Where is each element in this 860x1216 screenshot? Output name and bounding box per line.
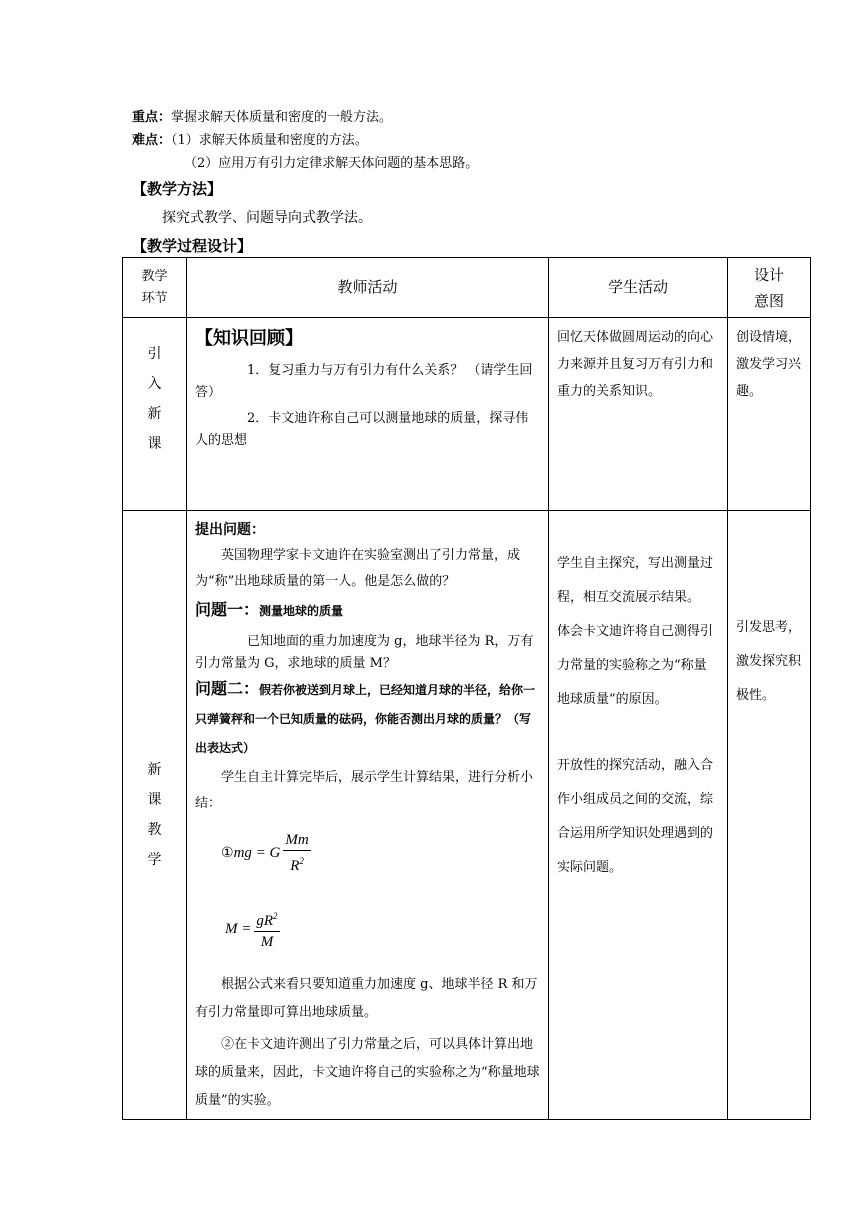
key-point-line	[132, 106, 392, 125]
key-point-label: 重点：	[132, 110, 172, 125]
process-title: 【教学过程设计】	[132, 237, 253, 255]
raise-title: 提出问题：	[195, 522, 265, 538]
methods-title: 【教学方法】	[132, 180, 223, 198]
stage-intro-char: 新	[147, 406, 162, 422]
header-teacher: 教师活动	[187, 258, 549, 318]
student-teaching-3: 开放性的探究活动，融入合作小组成员之间的交流，综合运用所学知识处理遇到的实际问题。	[557, 758, 714, 875]
formula-1-marker: ①	[221, 845, 234, 861]
table-header-row	[123, 258, 811, 318]
review-item-2: 2．卡文迪许称自己可以测量地球的质量，探寻伟人的思想	[195, 411, 529, 448]
header-design-line1: 设计	[753, 265, 784, 284]
summary-text: 学生自主计算完毕后，展示学生计算结果，进行分析小结：	[195, 770, 534, 811]
design-teaching: 引发思考，激发探究积极性。	[728, 511, 811, 1120]
header-design	[728, 258, 811, 318]
after-text-2: ②在卡文迪许测出了引力常量之后，可以具体计算出地球的质量来，因此，卡文迪许将自己的实验称之为“称量地球质量”的实验。	[195, 1037, 540, 1108]
formula-1-den-exp: 2	[299, 856, 304, 866]
methods-text: 探究式教学、问题导向式教学法。	[162, 210, 372, 226]
stage-intro-char: 引	[147, 346, 162, 362]
formula-1-lhs: mg = G	[233, 845, 281, 861]
difficulty-item-2: （2）应用万有引力定律求解天体问题的基本思路。	[184, 156, 479, 171]
difficulty-line	[132, 129, 368, 148]
formula-2-fraction	[254, 906, 279, 952]
stage-teaching-char: 课	[147, 792, 162, 808]
header-stage-line1: 教学	[141, 268, 168, 284]
key-point-text: 掌握求解天体质量和密度的一般方法。	[171, 110, 393, 125]
header-student: 学生活动	[549, 258, 728, 318]
lesson-plan-table	[122, 257, 811, 1120]
header-design-line2: 意图	[753, 291, 784, 310]
formula-1	[221, 827, 540, 879]
design-intro: 创设情境，激发学习兴趣。	[728, 318, 811, 511]
formula-1-numerator: Mm	[283, 830, 310, 851]
formula-1-fraction	[283, 830, 310, 876]
student-intro: 回忆天体做圆周运动的向心力来源并且复习万有引力和重力的关系知识。	[549, 318, 728, 511]
question-2	[195, 675, 540, 763]
teacher-intro	[187, 318, 549, 511]
formula-1-denominator	[283, 851, 310, 876]
q1-text: 已知地面的重力加速度为 g，地球半径为 R，万有引力常量为 G，求地球的质量 M？	[195, 634, 534, 671]
formula-2-num-exp: 2	[273, 911, 278, 921]
stage-teaching-char: 学	[147, 852, 162, 868]
table-row-teaching	[123, 511, 811, 1120]
stage-intro-char: 课	[147, 436, 162, 452]
raise-text: 英国物理学家卡文迪许在实验室测出了引力常量，成为“称”出地球质量的第一人。他是怎么做的？	[195, 548, 521, 589]
formula-2	[225, 903, 540, 955]
stage-teaching-char: 教	[147, 822, 162, 838]
table-row-intro	[123, 318, 811, 511]
formula-2-num-base: gR	[256, 913, 274, 929]
stage-teaching	[123, 511, 187, 1120]
student-teaching	[549, 511, 728, 1120]
formula-1-den-base: R	[290, 858, 300, 874]
after-text-1: 根据公式来看只要知道重力加速度 g、地球半径 R 和万有引力常量即可算出地球质量。	[195, 977, 538, 1020]
difficulty-item-1: （1）求解天体质量和密度的方法。	[171, 133, 368, 148]
header-stage-line2: 环节	[141, 290, 168, 306]
teacher-teaching	[187, 511, 549, 1120]
q1-label: 问题一：	[195, 600, 260, 619]
review-item-1: 1．复习重力与万有引力有什么关系？ （请学生回答）	[195, 363, 533, 400]
q2-label: 问题二：	[195, 679, 260, 698]
question-1	[195, 597, 540, 625]
student-teaching-2: 体会卡文迪许将自己测得引力常量的实验称之为“称量地球质量”的原因。	[557, 624, 714, 707]
header-stage	[123, 258, 187, 318]
stage-teaching-char: 新	[147, 762, 162, 778]
stage-intro-char: 入	[147, 376, 162, 392]
q2-text: 假若你被送到月球上，已经知道月球的半径，给你一只弹簧秤和一个已知质量的砝码，你能否测出月球的质量？（写出表达式）	[195, 683, 536, 755]
student-teaching-1: 学生自主探究，写出测量过程，相互交流展示结果。	[557, 556, 714, 605]
q1-title: 测量地球的质量	[259, 604, 344, 618]
formula-2-lhs: M =	[225, 921, 252, 937]
review-title: 【知识回顾】	[195, 328, 303, 349]
stage-intro	[123, 318, 187, 511]
difficulty-label: 难点：	[132, 133, 172, 148]
formula-2-denominator: M	[260, 934, 274, 950]
formula-2-numerator	[254, 906, 279, 932]
